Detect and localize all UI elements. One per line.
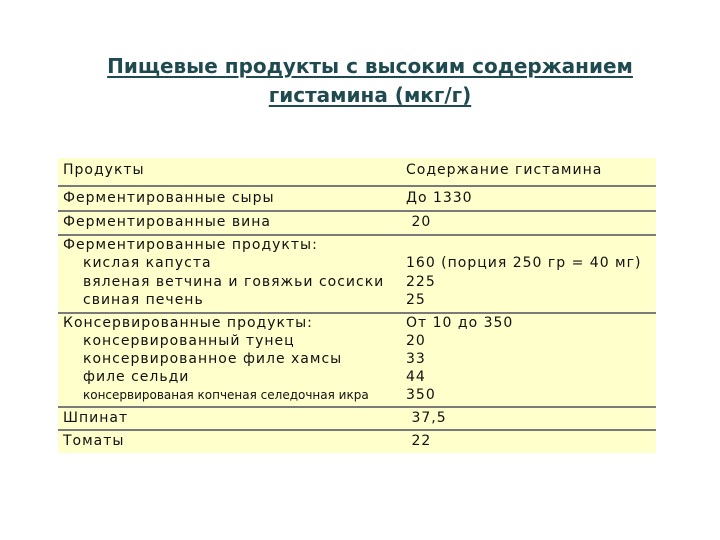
table-row: [58, 187, 656, 212]
content-cell: 22: [406, 433, 432, 449]
product-cell: Шпинат: [63, 410, 129, 426]
sub-content-cell: 25: [406, 292, 426, 308]
table-header-row: [58, 158, 656, 187]
content-cell: До 1330: [406, 190, 473, 206]
product-cell: Томаты: [63, 433, 125, 449]
page-title: [40, 52, 700, 110]
sub-content-cell: 33: [406, 351, 426, 367]
content-cell: 20: [406, 214, 432, 230]
sub-product-cell: консервированное филе хамсы: [83, 351, 343, 367]
table-row: [58, 212, 656, 236]
product-cell: Ферментированные сыры: [63, 190, 275, 206]
sub-product-cell: филе сельди: [83, 369, 190, 385]
content-cell: 37,5: [406, 410, 447, 426]
histamine-table: [58, 158, 656, 453]
sub-content-cell: 160 (порция 250 гр = 40 мг): [406, 255, 642, 271]
product-cell: Ферментированные вина: [63, 214, 271, 230]
sub-product-cell: кислая капуста: [83, 255, 212, 271]
table-row-group: [58, 236, 656, 314]
table-row: [58, 408, 656, 431]
sub-content-cell: 20: [406, 333, 426, 349]
sub-product-cell: вяленая ветчина и говяжьи сосиски: [83, 274, 385, 290]
table-row-group: [58, 314, 656, 408]
group-content: От 10 до 350: [406, 315, 514, 331]
sub-content-cell: 225: [406, 274, 436, 290]
header-products: Продукты: [63, 162, 145, 178]
sub-product-cell: консервированный тунец: [83, 333, 295, 349]
group-title: Ферментированные продукты:: [63, 237, 318, 253]
sub-content-cell: 44: [406, 369, 426, 385]
title-line-2: гистамина (мкг/г): [268, 83, 472, 107]
sub-product-cell: свиная печень: [83, 292, 204, 308]
table-row: [58, 431, 656, 453]
sub-product-cell: консервированая копченая селедочная икра: [83, 388, 369, 402]
title-line-1: Пищевые продукты с высоким содержанием: [107, 54, 633, 78]
sub-content-cell: 350: [406, 387, 436, 403]
header-histamine-content: Содержание гистамина: [406, 162, 603, 178]
group-title: Консервированные продукты:: [63, 315, 313, 331]
